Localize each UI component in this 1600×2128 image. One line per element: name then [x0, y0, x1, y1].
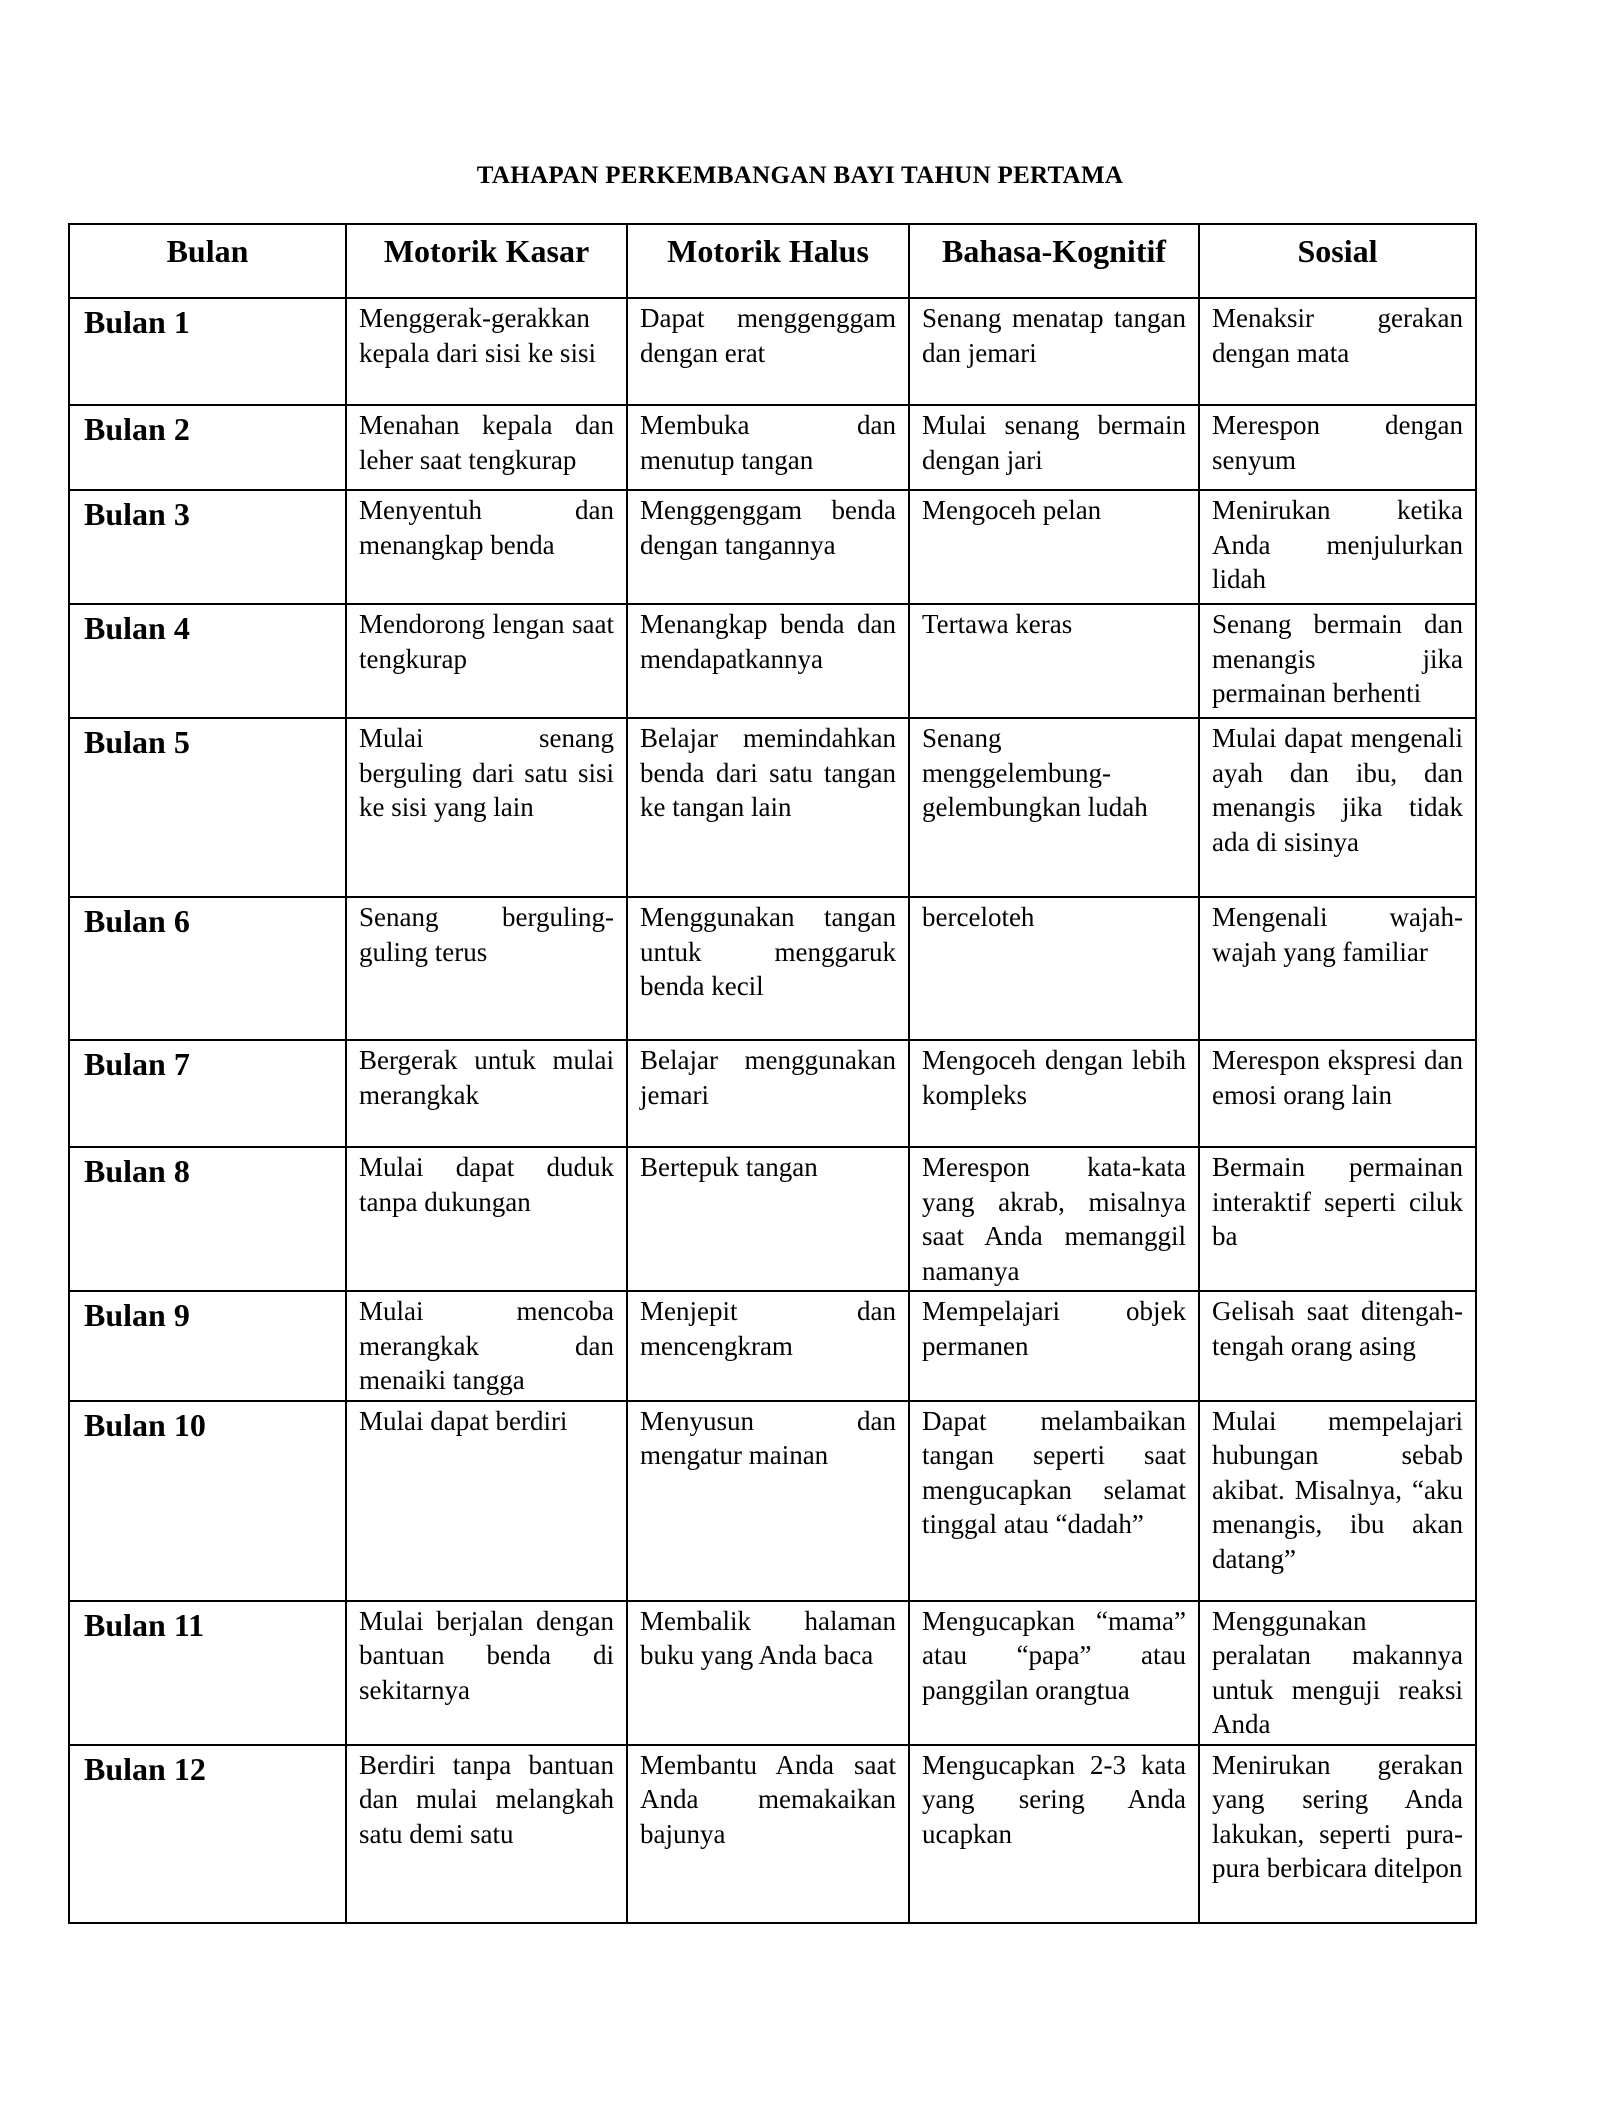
motorik-kasar-cell: Mulai berjalan dengan bantuan benda di sekitarnya [346, 1601, 627, 1745]
milestone-table [68, 223, 1477, 1924]
bahasa-kognitif-cell: Dapat melambaikan tangan seperti saat mengucapkan selamat tinggal atau “dadah” [909, 1401, 1199, 1601]
motorik-halus-cell: Membalik halaman buku yang Anda baca [627, 1601, 909, 1745]
month-cell: Bulan 12 [69, 1745, 346, 1923]
motorik-kasar-cell: Menyentuh dan menangkap benda [346, 490, 627, 604]
sosial-cell: Mengenali wajah-wajah yang familiar [1199, 897, 1476, 1040]
sosial-cell: Merespon ekspresi dan emosi orang lain [1199, 1040, 1476, 1147]
table-row [69, 1601, 1476, 1745]
sosial-cell: Bermain permainan interaktif seperti ciluk ba [1199, 1147, 1476, 1291]
sosial-cell: Gelisah saat ditengah-tengah orang asing [1199, 1291, 1476, 1401]
motorik-kasar-cell: Menahan kepala dan leher saat tengkurap [346, 405, 627, 490]
motorik-kasar-cell: Berdiri tanpa bantuan dan mulai melangkah satu demi satu [346, 1745, 627, 1923]
sosial-cell: Menirukan gerakan yang sering Anda lakukan, seperti pura-pura berbicara ditelpon [1199, 1745, 1476, 1923]
month-cell: Bulan 10 [69, 1401, 346, 1601]
sosial-cell: Mulai mempelajari hubungan sebab akibat. Misalnya, “aku menangis, ibu akan datang” [1199, 1401, 1476, 1601]
sosial-cell: Senang bermain dan menangis jika permainan berhenti [1199, 604, 1476, 718]
bahasa-kognitif-cell: Tertawa keras [909, 604, 1199, 718]
motorik-kasar-cell: Senang berguling-guling terus [346, 897, 627, 1040]
month-cell: Bulan 1 [69, 298, 346, 405]
header-motorik-halus: Motorik Halus [627, 224, 909, 298]
month-cell: Bulan 5 [69, 718, 346, 897]
page-title: TAHAPAN PERKEMBANGAN BAYI TAHUN PERTAMA [476, 162, 1124, 189]
motorik-halus-cell: Bertepuk tangan [627, 1147, 909, 1291]
month-cell: Bulan 7 [69, 1040, 346, 1147]
motorik-kasar-cell: Bergerak untuk mulai merangkak [346, 1040, 627, 1147]
month-cell: Bulan 8 [69, 1147, 346, 1291]
motorik-kasar-cell: Menggerak-gerakkan kepala dari sisi ke sisi [346, 298, 627, 405]
motorik-halus-cell: Menggenggam benda dengan tangannya [627, 490, 909, 604]
header-bahasa-kognitif: Bahasa-Kognitif [909, 224, 1199, 298]
motorik-halus-cell: Dapat menggenggam dengan erat [627, 298, 909, 405]
table-row [69, 405, 1476, 490]
table-row [69, 604, 1476, 718]
motorik-halus-cell: Menggunakan tangan untuk menggaruk benda kecil [627, 897, 909, 1040]
month-cell: Bulan 3 [69, 490, 346, 604]
motorik-kasar-cell: Mulai dapat duduk tanpa dukungan [346, 1147, 627, 1291]
motorik-kasar-cell: Mulai dapat berdiri [346, 1401, 627, 1601]
motorik-kasar-cell: Mendorong lengan saat tengkurap [346, 604, 627, 718]
bahasa-kognitif-cell: Mulai senang bermain dengan jari [909, 405, 1199, 490]
table-row [69, 490, 1476, 604]
motorik-halus-cell: Menyusun dan mengatur mainan [627, 1401, 909, 1601]
motorik-halus-cell: Belajar menggunakan jemari [627, 1040, 909, 1147]
table-row [69, 897, 1476, 1040]
motorik-halus-cell: Membuka dan menutup tangan [627, 405, 909, 490]
sosial-cell: Menggunakan peralatan makannya untuk menguji reaksi Anda [1199, 1601, 1476, 1745]
header-bulan: Bulan [69, 224, 346, 298]
sosial-cell: Menirukan ketika Anda menjulurkan lidah [1199, 490, 1476, 604]
header-sosial: Sosial [1199, 224, 1476, 298]
table-row [69, 1291, 1476, 1401]
table-row [69, 1745, 1476, 1923]
sosial-cell: Mulai dapat mengenali ayah dan ibu, dan menangis jika tidak ada di sisinya [1199, 718, 1476, 897]
table-row [69, 298, 1476, 405]
table-header-row [69, 224, 1476, 298]
table-row [69, 1401, 1476, 1601]
bahasa-kognitif-cell: Senang menatap tangan dan jemari [909, 298, 1199, 405]
month-cell: Bulan 6 [69, 897, 346, 1040]
month-cell: Bulan 4 [69, 604, 346, 718]
bahasa-kognitif-cell: Mengoceh dengan lebih kompleks [909, 1040, 1199, 1147]
header-motorik-kasar: Motorik Kasar [346, 224, 627, 298]
motorik-halus-cell: Membantu Anda saat Anda memakaikan bajunya [627, 1745, 909, 1923]
motorik-halus-cell: Belajar memindahkan benda dari satu tangan ke tangan lain [627, 718, 909, 897]
sosial-cell: Merespon dengan senyum [1199, 405, 1476, 490]
motorik-halus-cell: Menjepit dan mencengkram [627, 1291, 909, 1401]
bahasa-kognitif-cell: Mempelajari objek permanen [909, 1291, 1199, 1401]
bahasa-kognitif-cell: Senang menggelembung-gelembungkan ludah [909, 718, 1199, 897]
month-cell: Bulan 11 [69, 1601, 346, 1745]
table-row [69, 1040, 1476, 1147]
motorik-kasar-cell: Mulai mencoba merangkak dan menaiki tangga [346, 1291, 627, 1401]
bahasa-kognitif-cell: Mengucapkan “mama” atau “papa” atau panggilan orangtua [909, 1601, 1199, 1745]
bahasa-kognitif-cell: Mengucapkan 2-3 kata yang sering Anda ucapkan [909, 1745, 1199, 1923]
sosial-cell: Menaksir gerakan dengan mata [1199, 298, 1476, 405]
bahasa-kognitif-cell: berceloteh [909, 897, 1199, 1040]
motorik-halus-cell: Menangkap benda dan mendapatkannya [627, 604, 909, 718]
bahasa-kognitif-cell: Mengoceh pelan [909, 490, 1199, 604]
table-row [69, 1147, 1476, 1291]
motorik-kasar-cell: Mulai senang berguling dari satu sisi ke sisi yang lain [346, 718, 627, 897]
month-cell: Bulan 2 [69, 405, 346, 490]
bahasa-kognitif-cell: Merespon kata-kata yang akrab, misalnya saat Anda memanggil namanya [909, 1147, 1199, 1291]
table-row [69, 718, 1476, 897]
month-cell: Bulan 9 [69, 1291, 346, 1401]
